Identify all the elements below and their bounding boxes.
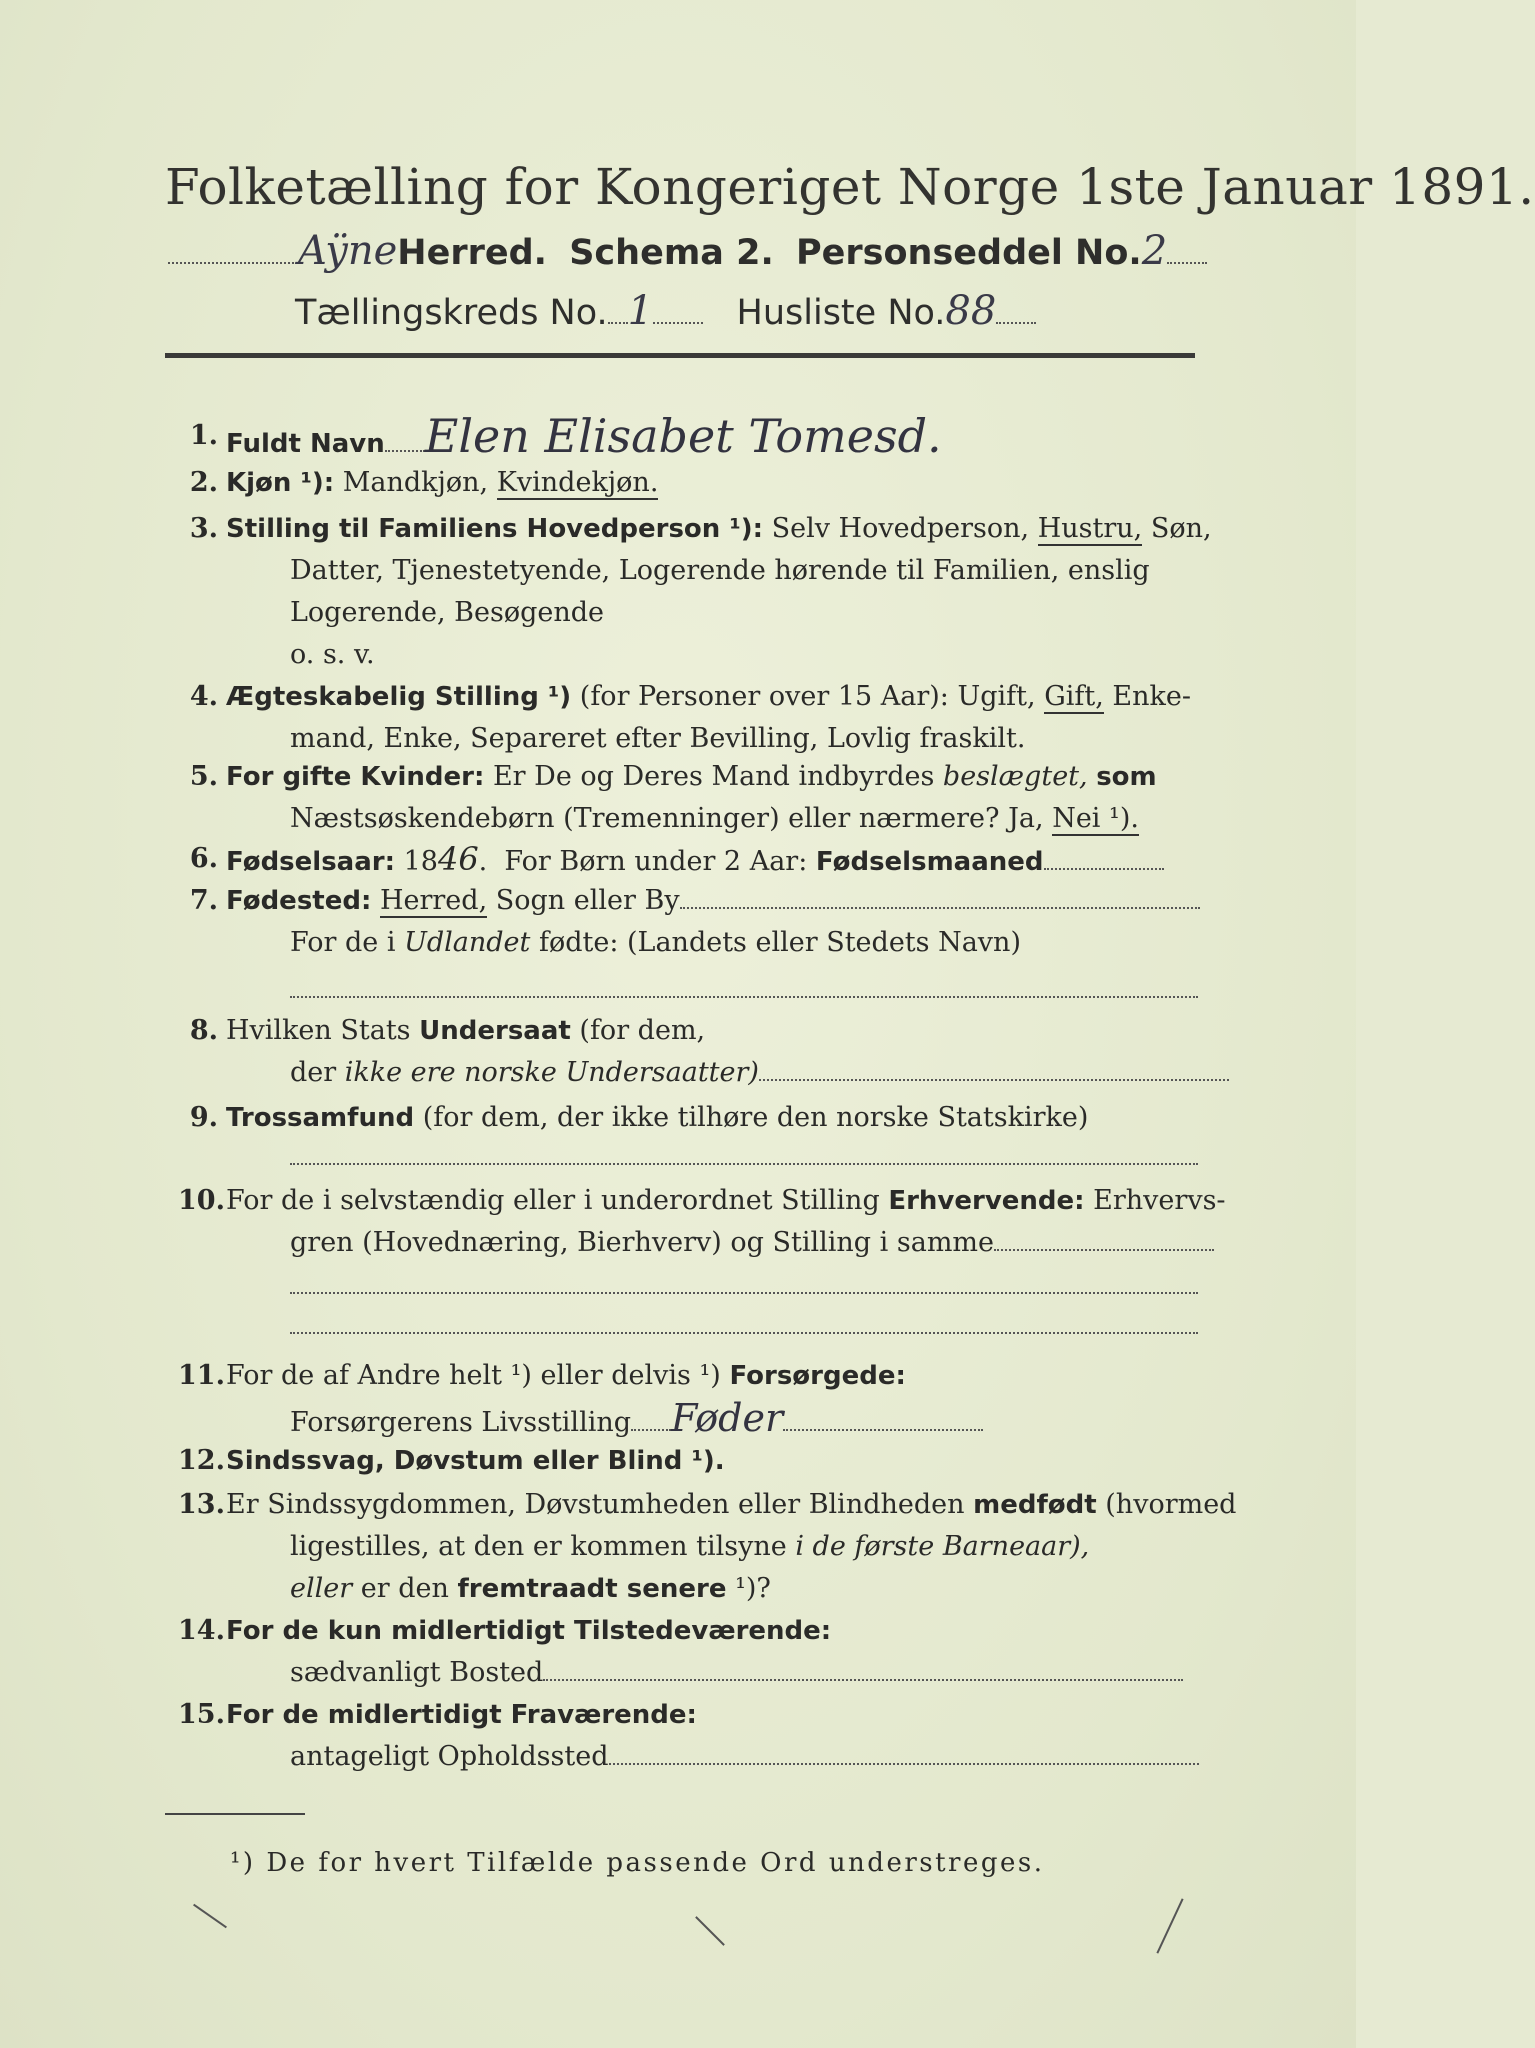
kreds-value: 1 [627,288,654,334]
item-4: 4. Ægteskabelig Stilling ¹) (for Personer over 15 Aar): Ugift, Gift, Enke- mand, Enke, Separeret efter Bevilling, Lovlig fraskilt. [189,681,1191,754]
corner-mark-left [193,1904,227,1929]
herred-line [168,228,1207,274]
position-selected: Hustru, [1037,513,1143,544]
herred-value: Aÿne [298,228,398,274]
q1-label: Fuldt Navn [226,429,385,459]
gender-selected: Kvindekjøn. [496,467,659,498]
footnote-rule [165,1813,305,1815]
birthplace-selected: Herred, [379,885,488,916]
personseddel-label: Personseddel No. [796,233,1142,273]
supporter-occupation-value: Føder [671,1396,784,1440]
corner-mark-center [695,1916,725,1946]
birth-year-value: 46 [437,840,479,878]
form-title: Folketælling for Kongeriget Norge 1ste Januar 1891. [165,158,1535,216]
herred-label: Herred. [397,233,547,273]
census-form-sheet: Folketælling for Kongeriget Norge 1ste Januar 1891. AÿneHerred. Schema 2. Personseddel No.2 Tællingskreds No. 1 Husliste No.88 1. Fuldt Navn Elen Elisabet Tomesd. 2. Kjøn ¹): Mandkjøn, Kvindekjøn. 3. Stilling til Familiens Hovedperson ¹): Selv Hovedperson, Hustru, Søn, Datter, Tjenestetyende, Logerende hørende til Familien, enslig Logerende, Besøgende o. s. v. 4. Ægteskabelig Stilling ¹) (for Personer over 15 Aar): Ugift, Gift, Enke- mand, Enke, Separeret efter Bevilling, Lovlig fraskilt. 5. For gifte Kvinder: Er De og Deres Mand indbyrdes beslægtet, som Næstsøskendebørn (Tremenninger) eller nærmere? Ja, Nei ¹). 6. Fødselsaar: 1846. For Børn under 2 Aar: Fødselsmaaned 7. Fødested: Herred, Sogn eller By For de i Udlandet fødte: (Landets eller Stedets Navn) 8. Hvilken Stats Undersaat (for dem, der ikke ere norske Undersaatter) 9. Trossamfund (for dem, der ikke tilhøre den norske Statskirke) 10. For de i selvstændig eller i underordnet Stilling Erhvervende: Erhvervs- gren (Hovednæring, Bierhverv) og Stilling i samme 11. For de af Andre helt ¹) eller delvis ¹) Forsørgede: Forsørgerens Livsstilling Føder 12. Sindssvag, Døvstum eller Blind ¹). 13. Er Sindssygdommen, Døvstumheden eller Blindheden medfødt (hvormed ligestilles, at den er kommen tilsyne i de første Barneaar), eller er den fremtraadt senere ¹)? 14. For de kun midlertidigt Tilstedeværende: sædvanligt Bosted 15. For de midlertidigt Fraværende: antageligt Opholdssted ¹) De for hvert Tilfælde passende Ord understreges. [0,0,1356,2048]
item-9: 9. Trossamfund (for dem, der ikke tilhøre den norske Statskirke) [178,1097,1198,1177]
item-7: 7. Fødested: Herred, Sogn eller By For de i Udlandet fødte: (Landets eller Stedets Navn) [178,880,1198,1010]
schema-label: Schema 2. [569,233,774,273]
husliste-value: 88 [945,288,997,334]
related-selected: Nei ¹). [1052,803,1139,834]
corner-mark-right [1156,1898,1183,1953]
item-10: 10. For de i selvstændig eller i underordnet Stilling Erhvervende: Erhvervs- gren (Hovednæring, Bierhverv) og Stilling i samme [178,1180,1198,1330]
kreds-line [295,288,1036,334]
item-8: 8. Hvilken Stats Undersaat (for dem, der ikke ere norske Undersaatter) [178,1010,1198,1100]
footnote: ¹) De for hvert Tilfælde passende Ord understreges. [230,1848,1045,1878]
item-1: 1. Fuldt Navn Elen Elisabet Tomesd. [189,409,942,463]
marital-selected: Gift, [1044,681,1104,712]
item-14: 14. For de kun midlertidigt Tilstedeværende: sædvanligt Bosted [178,1610,1198,1700]
header-rule [165,353,1195,358]
item-11: 11. For de af Andre helt ¹) eller delvis ¹) Forsørgede: Forsørgerens Livsstilling Føder [178,1355,1198,1445]
item-3: 3. Stilling til Familiens Hovedperson ¹): Selv Hovedperson, Hustru, Søn, Datter, Tjenestetyende, Logerende hørende til Familien, enslig Logerende, Besøgende o. s. v. [189,513,1212,670]
husliste-label: Husliste No. [736,293,946,333]
full-name-value: Elen Elisabet Tomesd. [424,409,942,463]
personseddel-value: 2 [1141,228,1168,274]
item-13: 13. Er Sindssygdommen, Døvstumheden eller Blindheden medfødt (hvormed ligestilles, at den er kommen tilsyne i de første Barneaar), eller er den fremtraadt senere ¹)? [178,1489,1237,1604]
item-5: 5. For gifte Kvinder: Er De og Deres Mand indbyrdes beslægtet, som Næstsøskendebørn (Tremenninger) eller nærmere? Ja, Nei ¹). [189,761,1157,834]
kreds-label: Tællingskreds No. [295,293,608,333]
item-15: 15. For de midlertidigt Fraværende: antageligt Opholdssted [178,1694,1198,1784]
